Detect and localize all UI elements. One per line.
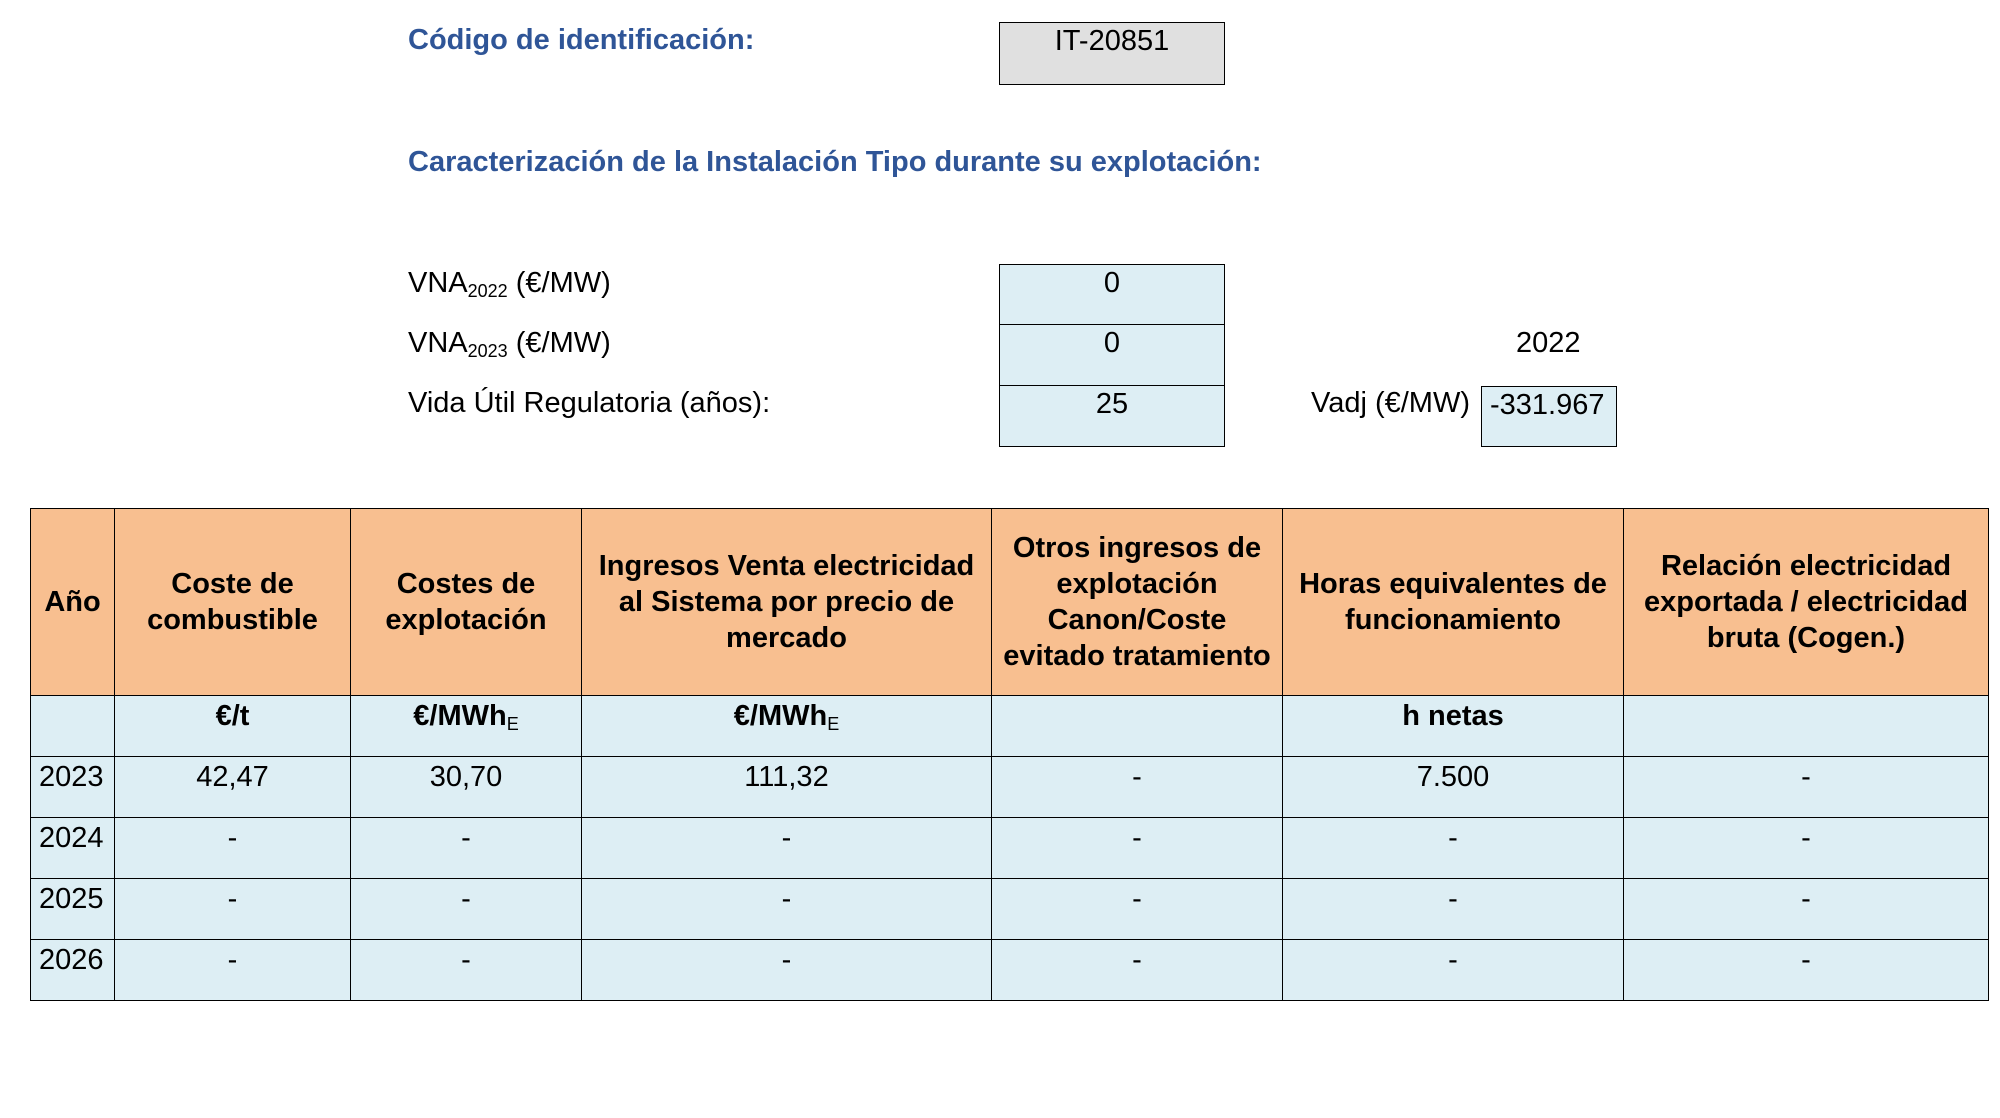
header-equivalent-hours: Horas equivalentes de funcionamiento	[1283, 509, 1624, 696]
table-cell: -	[1283, 818, 1624, 879]
table-cell: -	[992, 818, 1283, 879]
vadj-value: -331.967	[1481, 386, 1617, 447]
vna2022-label: $VNA_{2022}$ (€/MW)	[408, 267, 611, 301]
unit-cell: h netas	[1283, 696, 1624, 757]
units-row	[31, 696, 1989, 757]
table-cell: -	[115, 879, 351, 940]
table-cell: -	[351, 879, 582, 940]
vna2023-value: 0	[999, 324, 1225, 386]
table-cell: -	[582, 940, 992, 1001]
table-cell: -	[992, 757, 1283, 818]
table-cell: 42,47	[115, 757, 351, 818]
vna2023-label: $VNA_{2023}$ (€/MW)	[408, 327, 611, 361]
table-header-row	[31, 509, 1989, 696]
header-fuel-cost: Coste de combustible	[115, 509, 351, 696]
header-electricity-ratio: Relación electricidad exportada / electricidad bruta (Cogen.)	[1624, 509, 1989, 696]
table-cell: -	[1624, 757, 1989, 818]
id-value-box: IT-20851	[999, 22, 1225, 85]
unit-cell: €/MWh$_E$	[351, 696, 582, 757]
vida-util-value: 25	[999, 385, 1225, 447]
section-title: Caracterización de la Instalación Tipo durante su explotación:	[408, 146, 1262, 178]
table-row	[31, 879, 1989, 940]
unit-cell	[992, 696, 1283, 757]
operation-table	[30, 508, 1989, 1001]
table-cell: 30,70	[351, 757, 582, 818]
table-cell: 111,32	[582, 757, 992, 818]
unit-cell: €/MWh$_E$	[582, 696, 992, 757]
table-cell: -	[992, 879, 1283, 940]
year-cell: 2025	[31, 879, 115, 940]
table-cell: -	[1283, 940, 1624, 1001]
unit-cell	[1624, 696, 1989, 757]
table-cell: -	[1624, 879, 1989, 940]
table-cell: -	[115, 818, 351, 879]
table-row	[31, 757, 1989, 818]
table-cell: 7.500	[1283, 757, 1624, 818]
unit-cell	[31, 696, 115, 757]
header-year: Año	[31, 509, 115, 696]
table-cell: -	[351, 818, 582, 879]
table-cell: -	[351, 940, 582, 1001]
table-cell: -	[582, 818, 992, 879]
table-cell: -	[1283, 879, 1624, 940]
vadj-label: Vadj (€/MW)	[1311, 387, 1470, 419]
vida-util-label: Vida Útil Regulatoria (años):	[408, 387, 771, 419]
table-cell: -	[115, 940, 351, 1001]
header-market-revenue: Ingresos Venta electricidad al Sistema por precio de mercado	[582, 509, 992, 696]
table-row	[31, 940, 1989, 1001]
table-cell: -	[1624, 940, 1989, 1001]
year-cell: 2023	[31, 757, 115, 818]
header-operating-cost: Costes de explotación	[351, 509, 582, 696]
header-other-revenue: Otros ingresos de explotación Canon/Coste evitado tratamiento	[992, 509, 1283, 696]
unit-cell: €/t	[115, 696, 351, 757]
reference-year: 2022	[1516, 327, 1581, 359]
table-cell: -	[1624, 818, 1989, 879]
vna2022-value: 0	[999, 264, 1225, 325]
id-label: Código de identificación:	[408, 24, 755, 56]
year-cell: 2024	[31, 818, 115, 879]
year-cell: 2026	[31, 940, 115, 1001]
table-cell: -	[992, 940, 1283, 1001]
table-row	[31, 818, 1989, 879]
table-cell: -	[582, 879, 992, 940]
